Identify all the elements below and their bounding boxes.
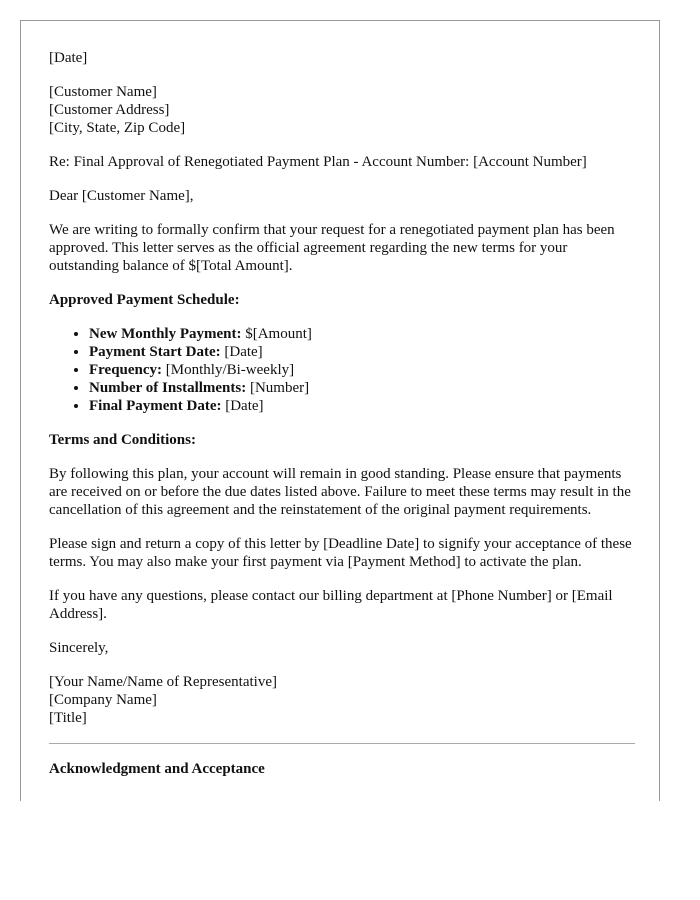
schedule-item xyxy=(89,325,635,343)
acknowledgment-heading: Acknowledgment and Acceptance xyxy=(49,761,265,777)
schedule-label: Final Payment Date: xyxy=(89,398,222,414)
letter-date: [Date] xyxy=(49,50,88,66)
salutation: Dear [Customer Name], xyxy=(49,188,194,204)
city-state-zip: [City, State, Zip Code] xyxy=(49,120,186,136)
schedule-value: [Number] xyxy=(246,380,310,396)
customer-address: [Customer Address] xyxy=(49,102,170,118)
terms-paragraph: By following this plan, your account will remain in good standing. Please ensure that payments are received on or before the due dates listed above. Failure to meet these terms may result in the cancellation of this agreement and the reinstatement of the original payment requirements. xyxy=(49,466,631,518)
company-name: [Company Name] xyxy=(49,692,157,708)
closing: Sincerely, xyxy=(49,640,109,656)
signature-block xyxy=(49,673,635,727)
schedule-label: New Monthly Payment: xyxy=(89,326,242,342)
schedule-label: Payment Start Date: xyxy=(89,344,221,360)
schedule-label: Number of Installments: xyxy=(89,380,247,396)
schedule-item xyxy=(89,379,635,397)
customer-name: [Customer Name] xyxy=(49,84,157,100)
schedule-value: $[Amount] xyxy=(241,326,312,342)
letter-body xyxy=(49,49,635,778)
section-divider xyxy=(49,743,635,744)
subject-line: Re: Final Approval of Renegotiated Payment Plan - Account Number: [Account Number] xyxy=(49,154,587,170)
schedule-label: Frequency: xyxy=(89,362,163,378)
sign-return-paragraph: Please sign and return a copy of this letter by [Deadline Date] to signify your acceptance of these terms. You may also make your first payment via [Payment Method] to activate the plan. xyxy=(49,536,632,570)
intro-paragraph: We are writing to formally confirm that your request for a renegotiated payment plan has been approved. This letter serves as the official agreement regarding the new terms for your outstanding balance of $[Total Amount]. xyxy=(49,222,615,274)
schedule-value: [Date] xyxy=(220,344,263,360)
schedule-item xyxy=(89,361,635,379)
schedule-item xyxy=(89,397,635,415)
sender-title: [Title] xyxy=(49,710,87,726)
schedule-value: [Monthly/Bi-weekly] xyxy=(162,362,295,378)
letter-page xyxy=(20,20,660,801)
sender-name: [Your Name/Name of Representative] xyxy=(49,674,277,690)
schedule-heading: Approved Payment Schedule: xyxy=(49,292,240,308)
schedule-list xyxy=(49,325,635,415)
terms-heading: Terms and Conditions: xyxy=(49,432,196,448)
recipient-address xyxy=(49,83,635,137)
schedule-value: [Date] xyxy=(221,398,264,414)
questions-paragraph: If you have any questions, please contact our billing department at [Phone Number] or [Email Address]. xyxy=(49,588,613,622)
schedule-item xyxy=(89,343,635,361)
